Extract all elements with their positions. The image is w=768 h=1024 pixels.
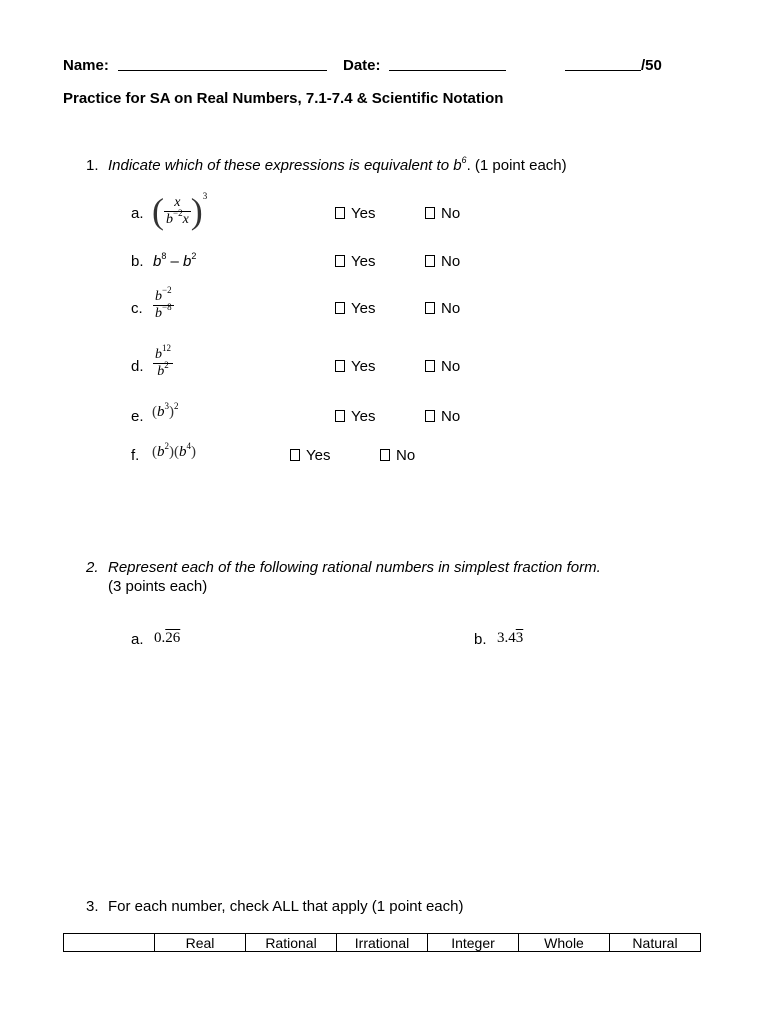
whole-part: 0.	[154, 630, 166, 646]
repeating-part: 3	[515, 630, 524, 646]
q1-prompt	[108, 157, 567, 174]
base: b	[166, 211, 173, 227]
no-label: No	[396, 447, 416, 464]
q1c-no-option[interactable]	[425, 300, 460, 317]
exponent: 4	[186, 441, 191, 451]
q1c-fraction	[153, 285, 174, 322]
q1f-expression	[152, 441, 196, 461]
q1d-numerator	[153, 343, 173, 363]
yes-label: Yes	[351, 408, 376, 425]
den-tail: x	[182, 211, 189, 227]
exponent: 3	[164, 401, 169, 411]
exponent: 2	[164, 441, 169, 451]
checkbox[interactable]	[425, 410, 435, 422]
q1d-letter: d.	[131, 358, 144, 375]
base: b	[155, 347, 162, 362]
no-label: No	[441, 358, 461, 375]
q1d-fraction	[153, 343, 173, 380]
table-header-cell: Real	[155, 934, 246, 952]
base: b	[157, 444, 165, 460]
left-paren: (	[152, 404, 157, 420]
q1-number: 1.	[86, 157, 99, 174]
q2-points: (3 points each)	[108, 578, 208, 595]
base: b	[153, 253, 162, 270]
q1f-no-option[interactable]	[380, 447, 415, 464]
q1d-no-option[interactable]	[425, 358, 460, 375]
q2b-letter: b.	[474, 631, 487, 648]
q1e-yes-option[interactable]	[335, 408, 375, 425]
q1a-outer-exp: 3	[202, 191, 208, 201]
q1f-yes-option[interactable]	[290, 447, 330, 464]
base: b	[183, 253, 192, 270]
q1a-expression	[152, 189, 207, 233]
left-paren: (	[152, 191, 164, 231]
exponent: −2	[173, 207, 183, 218]
q1d-expression	[153, 343, 173, 380]
checkbox[interactable]	[335, 360, 345, 372]
q1c-expression	[153, 285, 174, 322]
checkbox[interactable]	[425, 302, 435, 314]
base: b	[179, 444, 187, 460]
q3-number: 3.	[86, 898, 99, 915]
q1f-letter: f.	[131, 447, 140, 464]
date-label: Date:	[343, 57, 381, 74]
exponent: 2	[164, 360, 169, 370]
q1e-no-option[interactable]	[425, 408, 460, 425]
base: b	[157, 364, 165, 379]
q1a-numerator: x	[174, 194, 181, 210]
exponent: 8	[161, 251, 167, 261]
q2-prompt: Represent each of the following rational numbers in simplest fraction form.	[108, 559, 601, 576]
q1a-fraction	[164, 195, 191, 228]
q1b-yes-option[interactable]	[335, 253, 375, 270]
table-header-cell: Integer	[428, 934, 519, 952]
q1d-yes-option[interactable]	[335, 358, 375, 375]
name-label: Name:	[63, 57, 109, 74]
no-label: No	[441, 253, 461, 270]
checkbox[interactable]	[380, 449, 390, 461]
right-paren: )	[191, 444, 196, 460]
q1c-letter: c.	[131, 300, 143, 317]
base: b	[155, 306, 162, 321]
checkbox[interactable]	[425, 207, 435, 219]
q1b-letter: b.	[131, 253, 144, 270]
checkbox[interactable]	[425, 360, 435, 372]
q1a-no-option[interactable]	[425, 205, 460, 222]
score-total: /50	[641, 57, 662, 74]
no-label: No	[441, 300, 461, 317]
table-header-cell: Rational	[246, 934, 337, 952]
left-paren: (	[152, 444, 157, 460]
page-title: Practice for SA on Real Numbers, 7.1-7.4 & Scientific Notation	[63, 90, 504, 107]
date-field[interactable]	[389, 56, 506, 71]
operator: –	[166, 253, 184, 270]
score-field[interactable]	[565, 56, 641, 71]
exponent: 12	[162, 343, 171, 353]
q1-points: . (1 point each)	[466, 157, 567, 174]
left-paren: (	[174, 444, 179, 460]
q3-prompt: For each number, check ALL that apply (1 point each)	[108, 898, 464, 915]
no-label: No	[441, 205, 461, 222]
yes-label: Yes	[351, 205, 376, 222]
table-header-cell: Natural	[610, 934, 701, 952]
no-label: No	[441, 408, 461, 425]
q1d-denominator	[155, 360, 171, 380]
checkbox[interactable]	[335, 302, 345, 314]
exponent: −2	[162, 285, 172, 295]
q1-prompt-exp: 6	[461, 155, 467, 165]
q1e-expression	[152, 401, 179, 421]
q1a-letter: a.	[131, 205, 144, 222]
checkbox[interactable]	[335, 207, 345, 219]
checkbox[interactable]	[425, 255, 435, 267]
q1b-no-option[interactable]	[425, 253, 460, 270]
table-header-cell	[64, 934, 155, 952]
q1c-yes-option[interactable]	[335, 300, 375, 317]
yes-label: Yes	[306, 447, 331, 464]
yes-label: Yes	[351, 300, 376, 317]
table-header-cell: Whole	[519, 934, 610, 952]
q2a-letter: a.	[131, 631, 144, 648]
outer-exponent: 2	[174, 401, 179, 411]
q1a-yes-option[interactable]	[335, 205, 375, 222]
q2b-number	[497, 630, 523, 647]
base: b	[155, 289, 162, 304]
q1e-letter: e.	[131, 408, 144, 425]
whole-part: 3.4	[497, 630, 516, 646]
right-paren: )	[190, 191, 203, 231]
exponent: −8	[162, 302, 172, 312]
right-paren: )	[169, 404, 174, 420]
q1-prompt-text: Indicate which of these expressions is equivalent to b	[108, 157, 462, 174]
q2-number: 2.	[86, 559, 99, 576]
name-field[interactable]	[118, 56, 327, 71]
yes-label: Yes	[351, 358, 376, 375]
classification-table	[63, 933, 701, 952]
checkbox[interactable]	[290, 449, 300, 461]
right-paren: )	[169, 444, 174, 460]
yes-label: Yes	[351, 253, 376, 270]
table-header-row	[64, 934, 701, 952]
q1c-denominator	[153, 302, 174, 322]
checkbox[interactable]	[335, 255, 345, 267]
q1a-denominator	[164, 207, 191, 228]
table-header-cell: Irrational	[337, 934, 428, 952]
repeating-part: 26	[165, 630, 181, 646]
checkbox[interactable]	[335, 410, 345, 422]
exponent: 2	[191, 251, 197, 261]
base: b	[157, 404, 165, 420]
q1b-expression	[153, 253, 196, 270]
q2a-number	[154, 630, 180, 647]
